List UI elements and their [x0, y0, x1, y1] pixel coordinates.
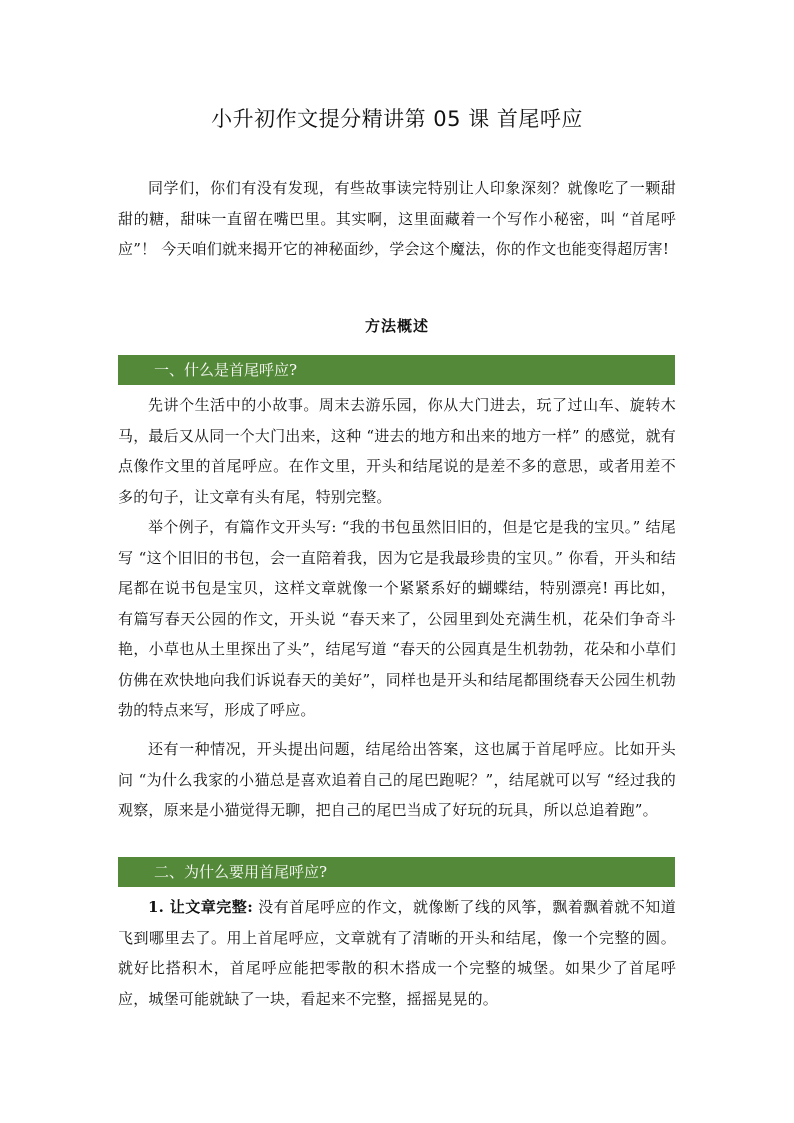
- section-subtitle: 方法概述: [364, 317, 429, 335]
- document-title: 小升初作文提分精讲第 05 课 首尾呼应: [211, 107, 583, 131]
- section1-paragraph-1: 先讲个生活中的小故事。周末去游乐园，你从大门进去，玩了过山车、旋转木马，最后又从同一个大门出来，这种 “进去的地方和出来的地方一样” 的感觉，就有点像作文里的首尾呼应。在作文里，开头和结尾说的是差不多的意思，或者用差不多的句子，让文章有头有尾，特别完整。: [118, 396, 676, 506]
- section2-lead: 1. 让文章完整:: [148, 898, 253, 916]
- section1-paragraph-2: 举个例子，有篇作文开头写: “我的书包虽然旧旧的，但是它是我的宝贝。” 结尾写 “这个旧旧的书包，会一直陪着我，因为它是我最珍贵的宝贝。” 你看，开头和结尾都在说书包是宝贝，这样文章就像一个紧紧系好的蝴蝶结，特别漂亮! 再比如，有篇写春天公园的作文，开头说 “春天来了，公园里到处充满生机，花朵们争奇斗艳，小草也从土里探出了头”，结尾写道 “春天的公园真是生机勃勃，花朵和小草们仿佛在欢快地向我们诉说春天的美好”，同样也是开头和结尾都围绕春天公园生机勃勃的特点来写，形成了呼应。: [118, 518, 676, 719]
- section1-paragraph-3: 还有一种情况，开头提出问题，结尾给出答案，这也属于首尾呼应。比如开头问 “为什么我家的小猫总是喜欢追着自己的尾巴跑呢？”，结尾就可以写 “经过我的观察，原来是小猫觉得无聊，把自己的尾巴当成了好玩的玩具，所以总追着跑”。: [118, 740, 676, 819]
- intro-paragraph: 同学们，你们有没有发现，有些故事读完特别让人印象深刻？就像吃了一颗甜甜的糖，甜味一直留在嘴巴里。其实啊，这里面藏着一个写作小秘密，叫 “首尾呼应”！ 今天咱们就来揭开它的神秘面纱，学会这个魔法，你的作文也能变得超厉害!: [118, 179, 676, 258]
- section-heading-2: 二、为什么要用首尾呼应?: [118, 857, 675, 887]
- section2-paragraph-1: [118, 892, 676, 1014]
- section-heading-1: 一、什么是首尾呼应?: [118, 355, 675, 385]
- section2-paragraph-text: 没有首尾呼应的作文，就像断了线的风筝，飘着飘着就不知道飞到哪里去了。用上首尾呼应，文章就有了清晰的开头和结尾，像一个完整的圆。就好比搭积木，首尾呼应能把零散的积木搭成一个完整的城堡。如果少了首尾呼应，城堡可能就缺了一块，看起来不完整，摇摇晃晃的。: [118, 898, 676, 1008]
